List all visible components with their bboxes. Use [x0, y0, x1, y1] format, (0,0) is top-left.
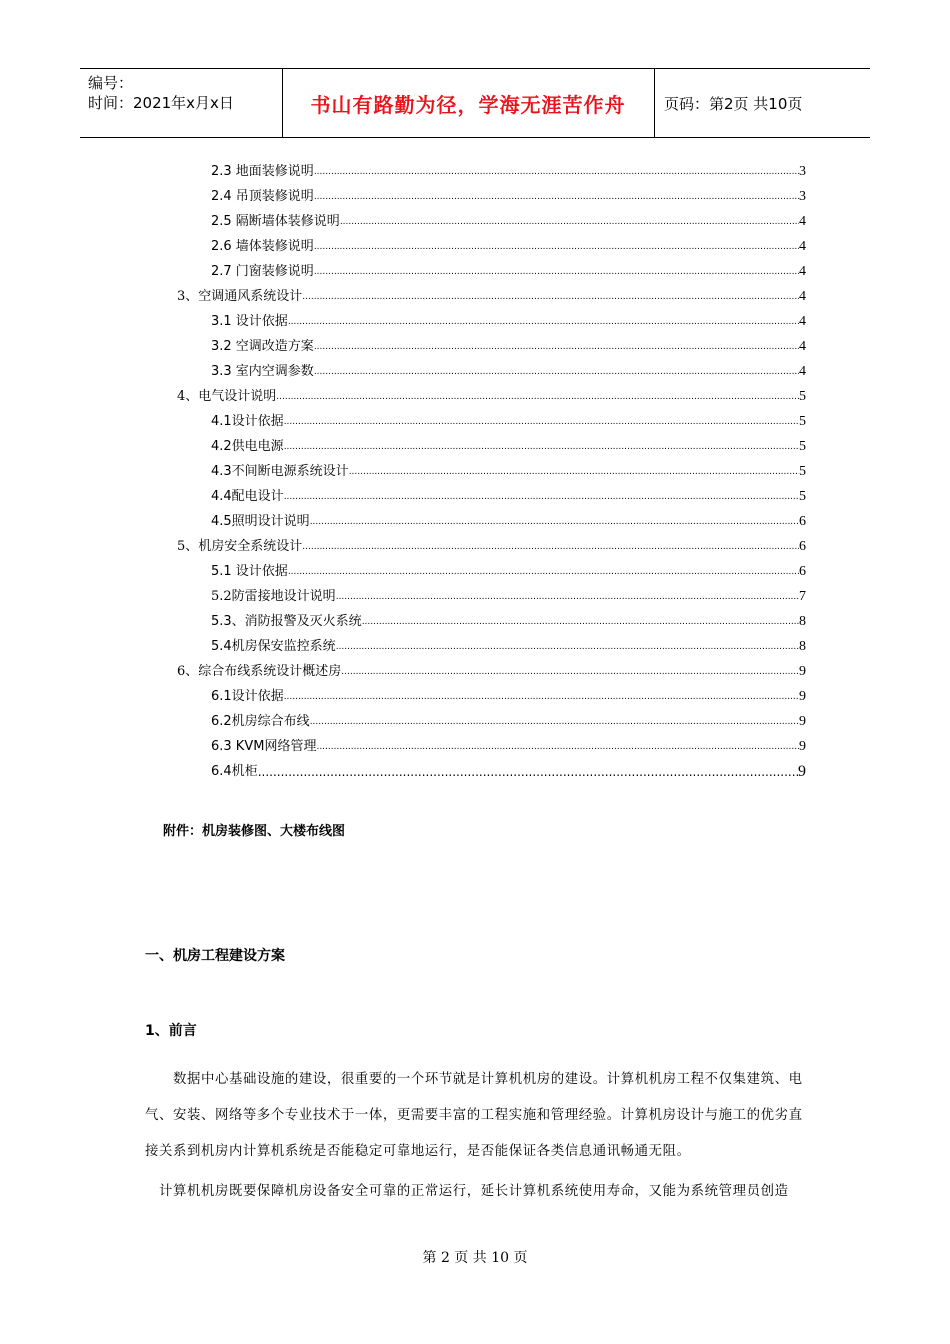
toc-leader	[362, 616, 799, 628]
toc-entry-title: 3.2 空调改造方案	[211, 339, 314, 354]
header-motto: 书山有路勤为径，学海无涯苦作舟	[310, 93, 626, 117]
toc-leader	[340, 216, 799, 228]
toc-entry-title: 5.3、消防报警及灭火系统	[211, 614, 362, 629]
toc-leader	[314, 341, 799, 353]
toc-entry-page: 9	[799, 664, 806, 679]
toc-entry[interactable]	[211, 260, 806, 280]
toc-entry-title: 4、电气设计说明	[177, 389, 277, 404]
toc-entry-title: 6、综合布线系统设计概述房	[177, 664, 342, 679]
toc-entry-page: 8	[799, 614, 806, 629]
toc-entry-title: 6.2机房综合布线	[211, 714, 310, 729]
toc-leader	[284, 441, 799, 453]
toc-entry[interactable]	[211, 160, 806, 180]
toc-leader	[288, 316, 799, 328]
toc-entry-page: 6	[799, 539, 806, 554]
toc-leader	[349, 466, 799, 478]
number-label: 编号：	[88, 74, 134, 92]
toc-entry-page: 4	[799, 314, 806, 329]
toc-entry-page: 5	[799, 439, 806, 454]
paragraph-text: 数据中心基础设施的建设，很重要的一个环节就是计算机机房的建设。计算机机房工程不仅集建筑、电气、安装、网络等多个专业技术于一体，更需要丰富的工程实施和管理经验。计算机房设计与施工的优劣直接关系到机房内计算机系统是否能稳定可靠地运行，是否能保证各类信息通讯畅通无阻。	[145, 1072, 803, 1159]
toc-entry-title: 6.4机柜	[211, 764, 258, 779]
toc-entry[interactable]	[211, 435, 806, 455]
attachment-note: 附件：机房装修图、大楼布线图	[163, 824, 346, 839]
toc-entry-title: 6.1设计依据	[211, 689, 284, 704]
toc-entry-page: 7	[799, 589, 806, 604]
toc-leader	[302, 541, 799, 553]
toc-entry[interactable]	[211, 410, 806, 430]
section-heading: 一、机房工程建设方案	[145, 948, 285, 964]
toc-entry-title: 5.1 设计依据	[211, 564, 288, 579]
time-label: 时间：2021年x月x日	[88, 94, 234, 112]
toc-entry-page: 9	[798, 763, 806, 780]
toc-entry-title: 4.5照明设计说明	[211, 514, 310, 529]
toc-entry-page: 4	[799, 214, 806, 229]
toc-entry[interactable]	[211, 485, 806, 505]
toc-leader	[288, 566, 799, 578]
toc-entry-title: 2.5 隔断墙体装修说明	[211, 214, 340, 229]
toc-leader	[276, 391, 799, 403]
toc-entry-title: 3.3 室内空调参数	[211, 364, 314, 379]
toc-entry-page: 4	[799, 289, 806, 304]
subsection-heading: 1、前言	[145, 1023, 197, 1039]
toc-entry[interactable]	[211, 735, 806, 755]
paragraph-text: 计算机机房既要保障机房设备安全可靠的正常运行，延长计算机系统使用寿命，又能为系统管理员创造	[159, 1184, 789, 1199]
toc-entry-title: 3、空调通风系统设计	[177, 289, 303, 304]
toc-entry-page: 6	[799, 514, 806, 529]
toc-entry-title: 5.4机房保安监控系统	[211, 639, 336, 654]
toc-leader	[258, 766, 798, 778]
toc-entry[interactable]	[211, 185, 806, 205]
toc-entry[interactable]	[211, 685, 806, 705]
toc-entry[interactable]	[211, 335, 806, 355]
toc-leader	[314, 191, 799, 203]
page-header	[80, 68, 870, 138]
toc-entry[interactable]	[211, 710, 806, 730]
toc-leader	[310, 716, 799, 728]
toc-leader	[316, 741, 799, 753]
toc-entry-page: 9	[799, 714, 806, 729]
toc-entry[interactable]	[211, 310, 806, 330]
toc-leader	[314, 241, 799, 253]
toc-entry[interactable]	[211, 210, 806, 230]
toc-entry-page: 9	[799, 689, 806, 704]
toc-entry-title: 5、机房安全系统设计	[177, 539, 303, 554]
toc-leader	[314, 366, 799, 378]
toc-entry[interactable]	[211, 610, 806, 630]
toc-leader	[284, 691, 799, 703]
toc-entry[interactable]	[177, 660, 806, 680]
toc-entry-page: 5	[799, 464, 806, 479]
toc-entry[interactable]	[211, 760, 806, 780]
toc-entry-page: 9	[799, 739, 806, 754]
body-paragraph	[145, 1174, 810, 1210]
toc-leader	[336, 591, 799, 603]
toc-entry-page: 6	[799, 564, 806, 579]
toc-leader	[302, 291, 799, 303]
toc-entry[interactable]	[211, 585, 806, 605]
toc-leader	[336, 641, 799, 653]
toc-entry-page: 4	[799, 339, 806, 354]
toc-entry[interactable]	[211, 510, 806, 530]
toc-leader	[314, 166, 799, 178]
toc-entry-title: 2.4 吊顶装修说明	[211, 189, 314, 204]
toc-entry-title: 2.6 墙体装修说明	[211, 239, 314, 254]
toc-entry-page: 5	[799, 414, 806, 429]
toc-entry-page: 8	[799, 639, 806, 654]
header-divider	[654, 69, 655, 137]
toc-entry-title: 2.3 地面装修说明	[211, 164, 314, 179]
toc-leader	[341, 666, 799, 678]
toc-entry-title: 3.1 设计依据	[211, 314, 288, 329]
toc-leader	[314, 266, 799, 278]
header-page-info: 页码：第2页 共10页	[664, 95, 803, 113]
toc-leader	[284, 416, 799, 428]
toc-entry[interactable]	[211, 635, 806, 655]
body-paragraph	[145, 1062, 810, 1170]
toc-entry[interactable]	[211, 360, 806, 380]
toc-entry-page: 4	[799, 264, 806, 279]
toc-entry-title: 5.2防雷接地设计说明	[211, 589, 336, 604]
toc-entry-page: 4	[799, 364, 806, 379]
header-meta	[88, 73, 234, 113]
toc-entry-page: 5	[799, 389, 806, 404]
toc-entry-title: 4.2供电电源	[211, 439, 284, 454]
toc-entry[interactable]	[177, 285, 806, 305]
toc-entry-title: 6.3 KVM网络管理	[211, 739, 317, 754]
toc-entry[interactable]	[211, 235, 806, 255]
toc-entry[interactable]	[211, 460, 806, 480]
page-footer: 第 2 页 共 10 页	[422, 1250, 528, 1266]
toc-entry-title: 4.3不间断电源系统设计	[211, 464, 349, 479]
toc-entry[interactable]	[177, 535, 806, 555]
toc-entry-page: 3	[799, 189, 806, 204]
toc-entry-title: 4.4配电设计	[211, 489, 284, 504]
toc-entry-title: 2.7 门窗装修说明	[211, 264, 314, 279]
toc-leader	[284, 491, 799, 503]
toc-entry-page: 5	[799, 489, 806, 504]
toc-leader	[310, 516, 799, 528]
toc-entry-page: 4	[799, 239, 806, 254]
toc-entry[interactable]	[211, 560, 806, 580]
toc-entry-title: 4.1设计依据	[211, 414, 284, 429]
toc-entry[interactable]	[177, 385, 806, 405]
toc-entry-page: 3	[799, 164, 806, 179]
